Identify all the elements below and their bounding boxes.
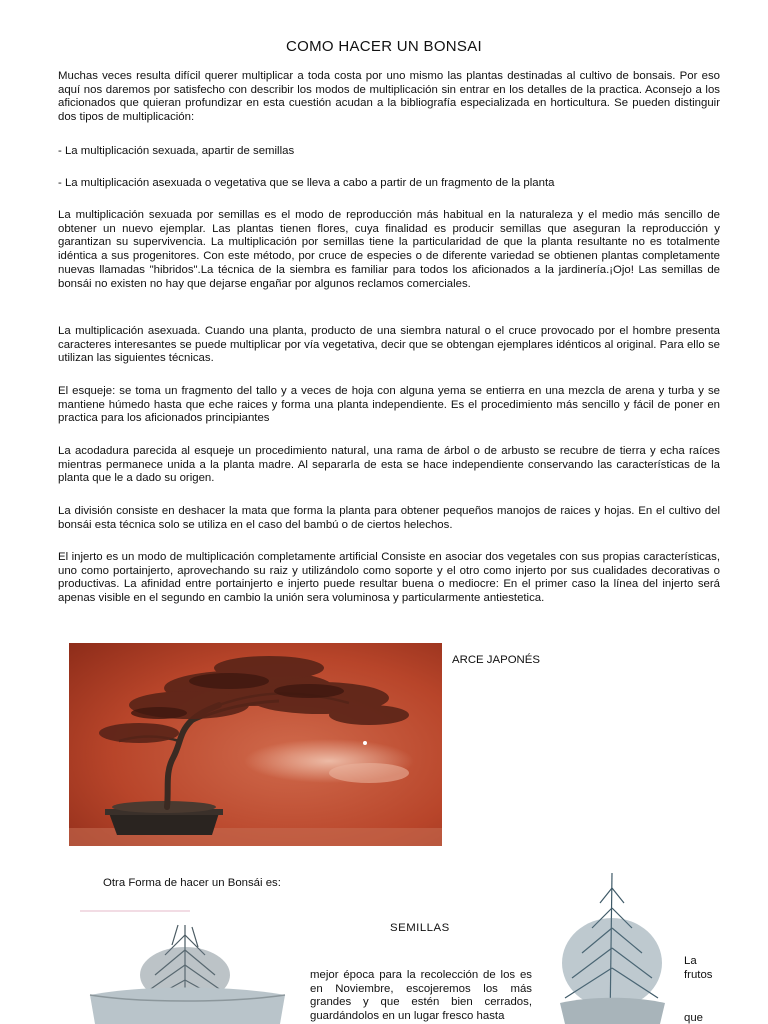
- pine-seedling-photo-right: [540, 868, 678, 1024]
- paragraph-asexual-multiplication: La multiplicación asexuada. Cuando una planta, producto de una siembra natural o el cruce provocado por el hombre presenta caracteres interesantes se puede multiplicar por vía vegetativa, decir que se obtengan ejemplares idénticos al original. Para ello se utilizan las siguientes técnicas.: [58, 325, 720, 365]
- paragraph-intro: Muchas veces resulta difícil querer multiplicar a toda costa por uno mismo las plantas destinadas al cultivo de bonsais. Por eso aquí nos daremos por satisfecho con describir los modos de multiplicación sin entrar en los detalles de la practica. Aconsejo a los aficionados que quieran profundizar en esta cuestión acudan a la bibliografía especializada en horticultura. Se pueden distinguir dos tipos de multiplicación:: [58, 70, 720, 124]
- paragraph-sexual-multiplication: La multiplicación sexuada por semillas es el modo de reproducción más habitual en la naturaleza y el medio más sencillo de obtener un nuevo ejemplar. Las plantas tienen flores, cuya finalidad es producir semillas que aseguran la reproducción y garantizan su supervivencia. La multiplicación por semillas tiene la particularidad de que la planta resultante no es totalmente idéntica a sus progenitores. Con este método, por cruce de especies o de diferente variedad se obtienen plantas completamente nuevas llamadas "hibridos".La técnica de la siembra es familiar para todos los aficionados a la jardinería.¡Ojo! Las semillas de bonsái no existen no hay que dejarse engañar por algunos reclamos comerciales.: [58, 209, 720, 290]
- seeds-text: mejor época para la recolección de los es en Noviembre, escojeremos los más grandes y que estén bien cerrados, guardándolos en un lugar fresco hasta: [310, 969, 532, 1023]
- maple-bonsai-photo: [69, 643, 442, 846]
- right-column-word-3: que: [684, 1012, 704, 1024]
- photo-caption: ARCE JAPONÉS: [452, 654, 540, 666]
- pine-seedling-photo-left: [80, 905, 300, 1024]
- paragraph-esqueje: El esqueje: se toma un fragmento del tallo y a veces de hoja con alguna yema se entierra en una mezcla de arena y turba y se mantiene húmedo hasta que eche raices y forma una planta independiente. Es el procedimiento más sencillo y fácil de poner en practica para los aficionados principiantes: [58, 385, 720, 425]
- list-item-sexual: - La multiplicación sexuada, apartir de semillas: [58, 145, 295, 157]
- paragraph-acodadura: La acodadura parecida al esqueje un procedimiento natural, una rama de árbol o de arbusto se recubre de tierra y echa raíces mientras permanece unida a la planta madre. Al separarla de esta se hace independiente conservando las características de la planta que le a dado su origen.: [58, 445, 720, 485]
- paragraph-injerto: El injerto es un modo de multiplicación completamente artificial Consiste en asociar dos vegetales con sus propias características, uno como portainjerto, aprovechando su raiz y utilizándolo como soporte y el otro como injerto por sus cualidades decorativas o productivas. La afinidad entre portainjerto e injerto puede resultar buena o mediocre: En el primer caso la línea del injerto será apenas visible en el segundo en cambio la unión sera voluminosa y particularmente antiestetica.: [58, 551, 720, 605]
- right-column-word-2: frutos: [684, 969, 713, 981]
- list-item-asexual: - La multiplicación asexuada o vegetativa que se lleva a cabo a partir de un fragmento de la planta: [58, 177, 555, 189]
- page-title: COMO HACER UN BONSAI: [285, 38, 483, 55]
- right-column-word-1: La: [684, 955, 697, 967]
- paragraph-division: La división consiste en deshacer la mata que forma la planta para obtener pequeños manojos de raices y hojas. En el cultivo del bonsái esta técnica solo se utiliza en el caso del bambú o de ciertos helechos.: [58, 505, 720, 531]
- seeds-heading: SEMILLAS: [390, 922, 450, 934]
- other-way-text: Otra Forma de hacer un Bonsái es:: [103, 877, 281, 889]
